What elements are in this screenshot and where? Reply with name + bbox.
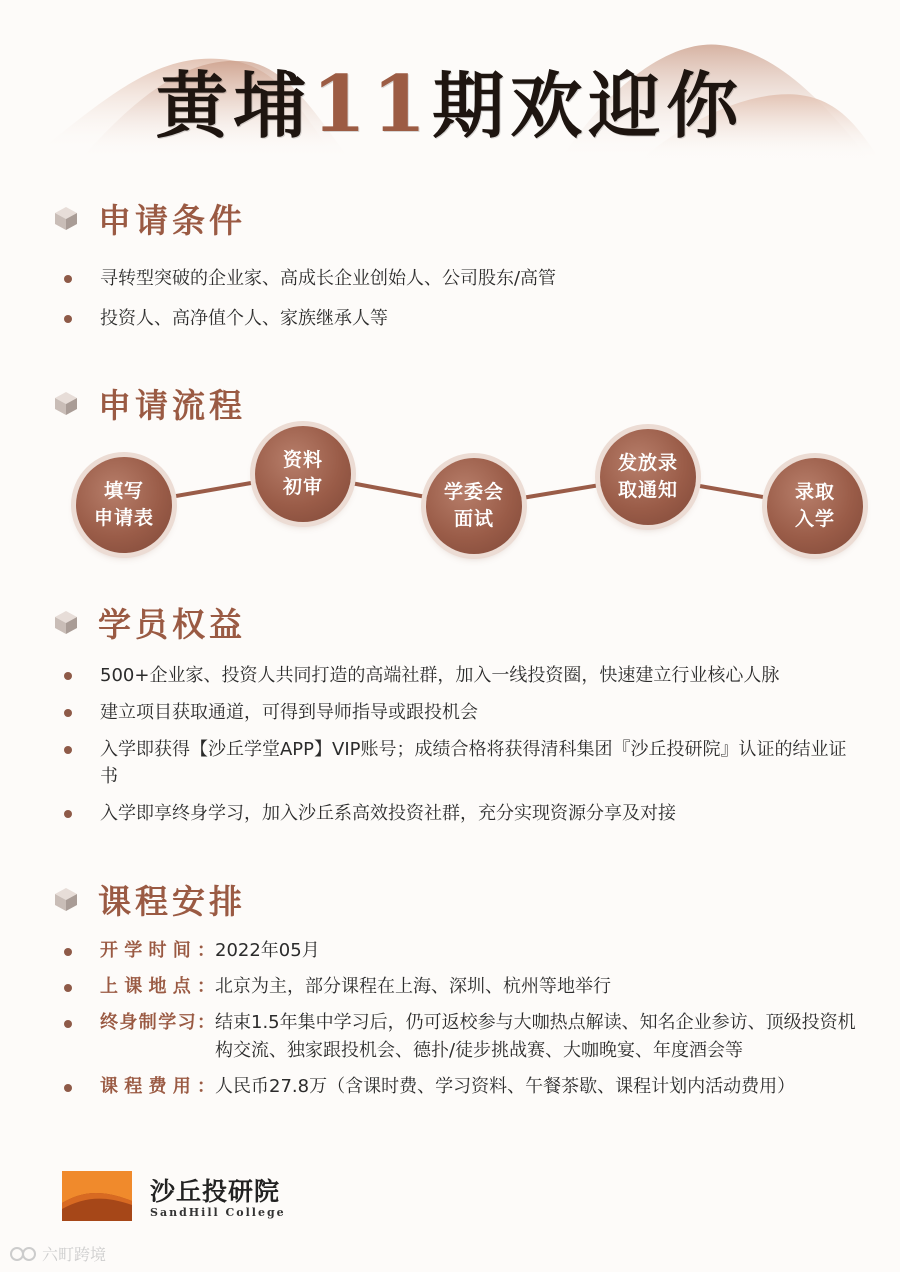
section-requirements-heading (52, 193, 246, 243)
section-title: 申请条件 (98, 200, 246, 240)
schedule-label: 终身制学习： (100, 1012, 215, 1033)
list-item: 建立项目获取通道，可得到导师指导或跟投机会 (58, 699, 858, 726)
process-step-5: 录取 入学 (767, 458, 863, 554)
schedule-label: 开学时间： (100, 940, 215, 961)
cube-icon (52, 885, 80, 913)
schedule-row-location (58, 973, 868, 1001)
process-flow (0, 420, 900, 570)
section-benefits-heading (52, 597, 246, 647)
schedule-value: 结束1.5年集中学习后，仍可返校参与大咖热点解读、知名企业参访、顶级投资机构交流、独家跟投机会、德扑/徒步挑战赛、大咖晚宴、年度酒会等 (215, 1012, 856, 1061)
section-title: 学员权益 (98, 604, 246, 644)
process-step-3: 学委会 面试 (426, 458, 522, 554)
title-number: 11 (311, 59, 433, 150)
title-suffix: 期欢迎你 (432, 63, 745, 148)
process-step-2: 资料 初审 (255, 426, 351, 522)
list-item: 入学即获得【沙丘学堂APP】VIP账号；成绩合格将获得清科集团『沙丘投研院』认证的结业证书 (58, 736, 858, 790)
requirements-list (58, 265, 858, 332)
list-item: 入学即享终身学习，加入沙丘系高效投资社群，充分实现资源分享及对接 (58, 800, 858, 827)
cube-icon (52, 389, 80, 417)
list-item: 寻转型突破的企业家、高成长企业创始人、公司股东/高管 (58, 265, 858, 292)
logo-text-cn: 沙丘投研院 (150, 1177, 281, 1206)
cube-icon (52, 204, 80, 232)
schedule-value: 北京为主，部分课程在上海、深圳、杭州等地举行 (215, 976, 611, 997)
list-item: 投资人、高净值个人、家族继承人等 (58, 305, 858, 332)
watermark-text: 六町跨境 (42, 1245, 107, 1264)
section-title: 课程安排 (98, 881, 246, 921)
benefits-list (58, 662, 858, 827)
page-title (0, 48, 900, 152)
schedule-row-fee (58, 1073, 868, 1101)
header-banner (0, 0, 900, 175)
schedule-label: 课程费用： (100, 1076, 215, 1097)
section-schedule-heading (52, 874, 246, 924)
list-item: 500+企业家、投资人共同打造的高端社群，加入一线投资圈，快速建立行业核心人脉 (58, 662, 858, 689)
process-step-1: 填写 申请表 (76, 457, 172, 553)
schedule-label: 上课地点： (100, 976, 215, 997)
cube-icon (52, 608, 80, 636)
section-title: 申请流程 (98, 385, 246, 425)
watermark (10, 1242, 106, 1265)
title-prefix: 黄埔 (155, 63, 312, 148)
watermark-logo-icon (10, 1246, 36, 1262)
schedule-value: 人民币27.8万（含课时费、学习资料、午餐茶歇、课程计划内活动费用） (215, 1076, 796, 1097)
sandhill-logo-icon (62, 1171, 132, 1221)
schedule-value: 2022年05月 (215, 940, 320, 961)
logo-text-en: SandHill College (150, 1206, 286, 1219)
schedule-row-lifelong (58, 1009, 868, 1065)
process-step-4: 发放录 取通知 (600, 429, 696, 525)
schedule-list (58, 937, 868, 1109)
schedule-row-start (58, 937, 868, 965)
